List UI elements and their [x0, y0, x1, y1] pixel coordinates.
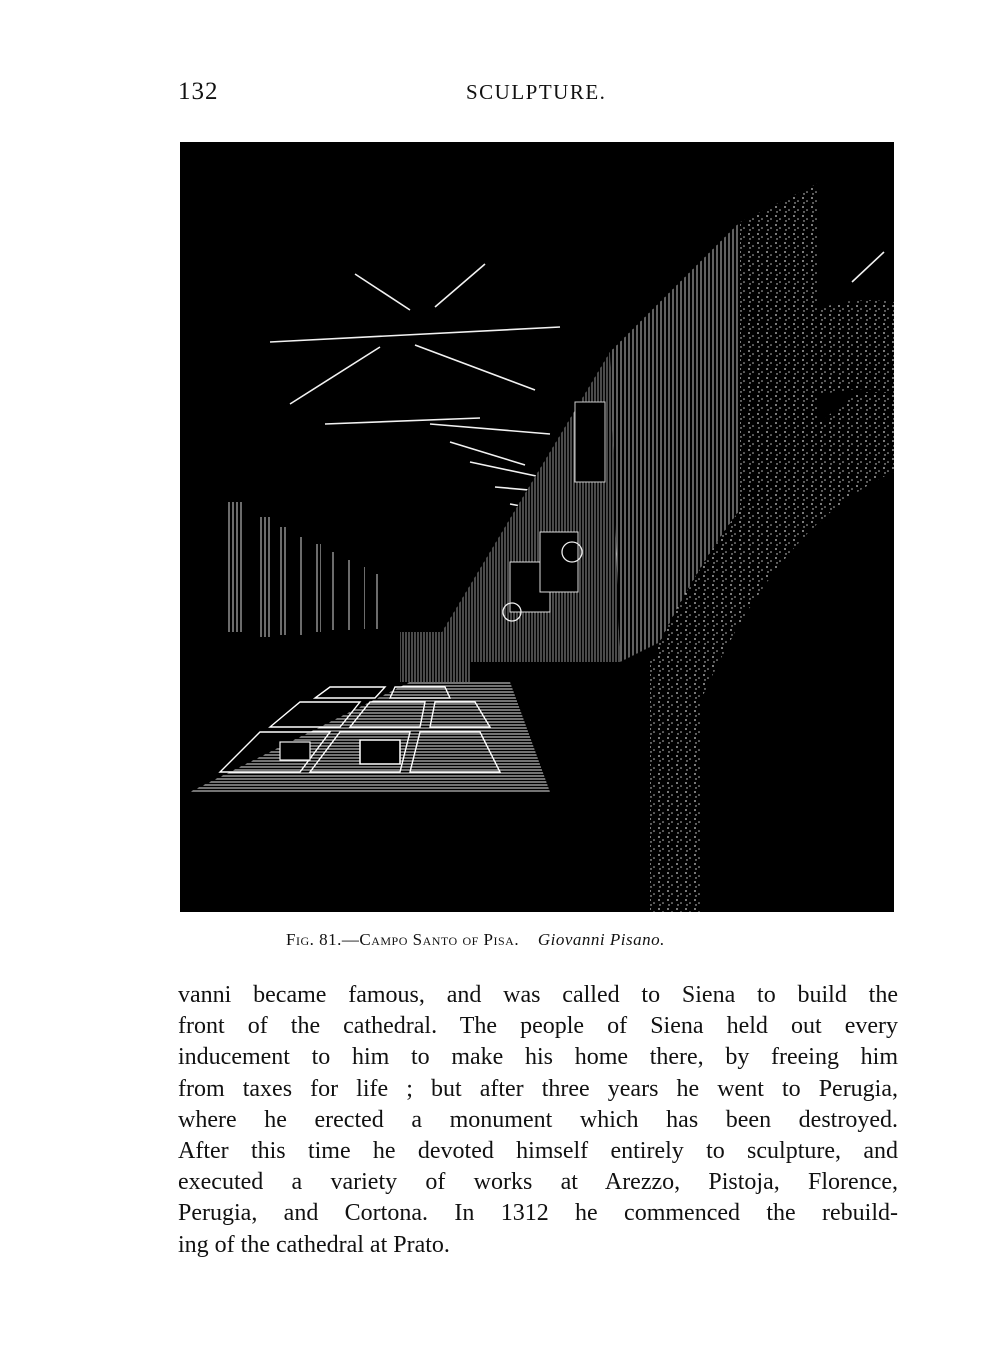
caption-artist: Giovanni Pisano. — [537, 930, 665, 949]
text-line: vanni became famous, and was called to Siena to build the — [178, 982, 898, 1008]
text-line: where he erected a monument which has been destroyed. — [178, 1106, 898, 1133]
text-line: Perugia, and Cortona. In 1312 he commenced the rebuild- — [178, 1200, 898, 1227]
figure-caption — [286, 930, 665, 950]
text-line: from taxes for life ; but after three years he went to Perugia, — [178, 1075, 898, 1102]
corridor-end — [400, 632, 470, 682]
text-line: executed a variety of works at Arezzo, Pistoja, Florence, — [178, 1169, 898, 1196]
page-number: 132 — [178, 78, 219, 105]
engraving-campo-santo — [180, 142, 894, 912]
text-line: inducement to him to make his home there, by freeing him — [178, 1044, 898, 1071]
text-line: After this time he devoted himself entirely to sculpture, and — [178, 1138, 898, 1165]
caption-figure-label: Fig. 81.—Campo Santo of Pisa. — [286, 930, 520, 949]
text-line: ing of the cathedral at Prato. — [178, 1231, 450, 1258]
running-title: SCULPTURE. — [466, 80, 607, 104]
body-paragraph — [178, 980, 898, 1261]
text-line: front of the cathedral. The people of Siena held out every — [178, 1013, 898, 1040]
